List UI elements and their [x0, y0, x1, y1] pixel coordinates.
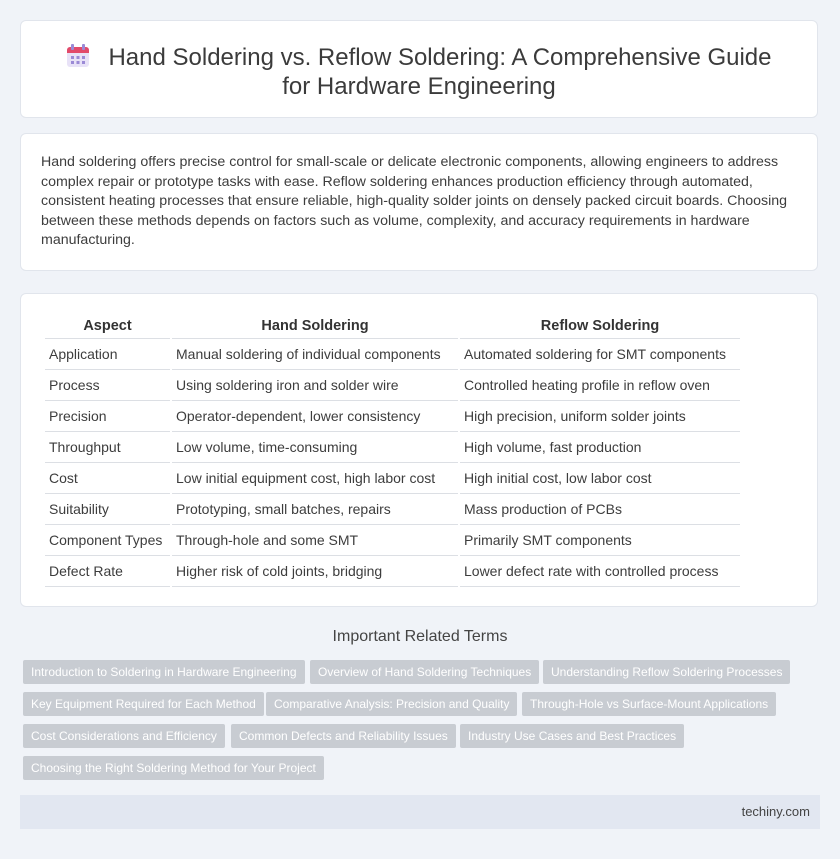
- header-hand-soldering: Hand Soldering: [172, 314, 458, 339]
- cell-hand: Prototyping, small batches, repairs: [172, 494, 458, 525]
- table-row: [45, 525, 740, 556]
- cell-reflow: High initial cost, low labor cost: [460, 463, 740, 494]
- cell-reflow: Mass production of PCBs: [460, 494, 740, 525]
- related-tag[interactable]: Choosing the Right Soldering Method for Your Project: [23, 756, 324, 780]
- cell-reflow: High volume, fast production: [460, 432, 740, 463]
- cell-aspect: Cost: [45, 463, 170, 494]
- cell-aspect: Process: [45, 370, 170, 401]
- table-row: [45, 494, 740, 525]
- cell-aspect: Defect Rate: [45, 556, 170, 587]
- cell-hand: Manual soldering of individual components: [172, 339, 458, 370]
- cell-hand: Operator-dependent, lower consistency: [172, 401, 458, 432]
- cell-hand: Through-hole and some SMT: [172, 525, 458, 556]
- related-tag[interactable]: Overview of Hand Soldering Techniques: [310, 660, 539, 684]
- table-row: [45, 401, 740, 432]
- cell-aspect: Precision: [45, 401, 170, 432]
- page-title: Hand Soldering vs. Reflow Soldering: A Comprehensive Guide for Hardware Engineering: [108, 44, 772, 100]
- related-tag[interactable]: Cost Considerations and Efficiency: [23, 724, 225, 748]
- intro-card: [20, 133, 818, 271]
- header-reflow-soldering: Reflow Soldering: [460, 314, 740, 339]
- related-tag[interactable]: Understanding Reflow Soldering Processes: [543, 660, 790, 684]
- comparison-card: [20, 293, 818, 607]
- cell-aspect: Throughput: [45, 432, 170, 463]
- table-row: [45, 432, 740, 463]
- footer-site-link[interactable]: techiny.com: [741, 804, 810, 819]
- intro-paragraph: Hand soldering offers precise control for small-scale or delicate electronic components, allowing engineers to address complex repair or prototype tasks with ease. Reflow soldering enhances production efficiency through automated, consistent heating processes that ensure reliable, high-quality solder joints on densely packed circuit boards. Choosing between these methods depends on factors such as volume, complexity, and accuracy requirements in hardware manufacturing.: [41, 154, 788, 249]
- cell-aspect: Component Types: [45, 525, 170, 556]
- cell-reflow: High precision, uniform solder joints: [460, 401, 740, 432]
- related-tag[interactable]: Key Equipment Required for Each Method: [23, 692, 264, 716]
- cell-hand: Using soldering iron and solder wire: [172, 370, 458, 401]
- related-tag[interactable]: Comparative Analysis: Precision and Quality: [266, 692, 517, 716]
- table-row: [45, 339, 740, 370]
- cell-hand: Low volume, time-consuming: [172, 432, 458, 463]
- related-tag[interactable]: Common Defects and Reliability Issues: [231, 724, 456, 748]
- title-card: [20, 20, 818, 118]
- page-title-wrap: [21, 43, 817, 101]
- related-tag[interactable]: Introduction to Soldering in Hardware Engineering: [23, 660, 305, 684]
- table-row: [45, 463, 740, 494]
- table-row: [45, 556, 740, 587]
- footer: [20, 795, 820, 829]
- related-tag[interactable]: Industry Use Cases and Best Practices: [460, 724, 684, 748]
- cell-reflow: Lower defect rate with controlled process: [460, 556, 740, 587]
- table-header-row: [45, 314, 740, 339]
- cell-aspect: Application: [45, 339, 170, 370]
- calendar-icon: [66, 44, 90, 68]
- cell-reflow: Automated soldering for SMT components: [460, 339, 740, 370]
- related-terms-heading: Important Related Terms: [332, 628, 508, 645]
- related-tag[interactable]: Through-Hole vs Surface-Mount Applications: [522, 692, 776, 716]
- cell-hand: Higher risk of cold joints, bridging: [172, 556, 458, 587]
- header-aspect: Aspect: [45, 314, 170, 339]
- cell-aspect: Suitability: [45, 494, 170, 525]
- cell-hand: Low initial equipment cost, high labor cost: [172, 463, 458, 494]
- cell-reflow: Controlled heating profile in reflow oven: [460, 370, 740, 401]
- table-row: [45, 370, 740, 401]
- cell-reflow: Primarily SMT components: [460, 525, 740, 556]
- comparison-table: [43, 314, 742, 587]
